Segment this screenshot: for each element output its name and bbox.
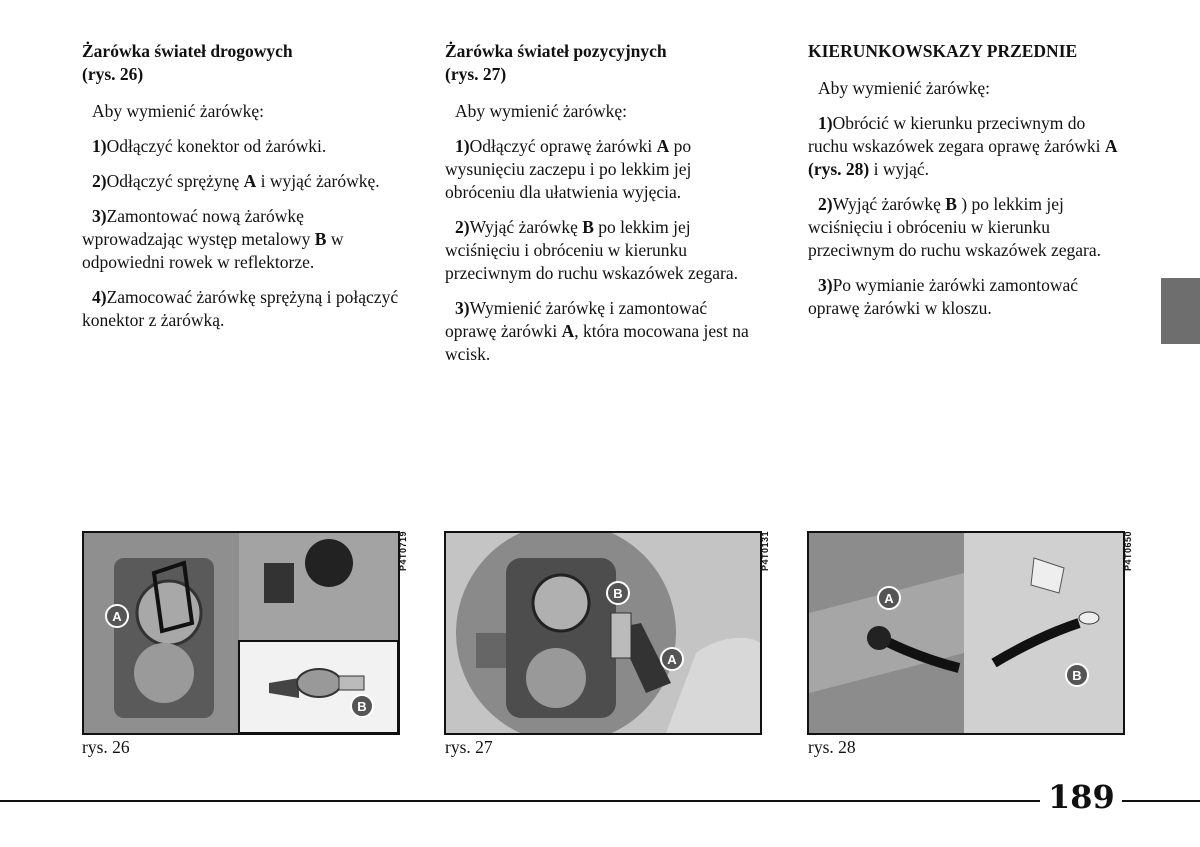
step-item: 4)Zamocować żarówkę sprężyną i połączyć konektor z żarówką. [82,287,399,330]
figure-code: P4T0719 [398,531,408,572]
figure-reference: (rys. 27) [445,64,507,84]
figure-illustration [446,533,760,733]
intro-text: Aby wymienić żarówkę: [92,101,265,121]
marker-a [106,605,128,627]
section-heading [808,40,1124,63]
figure-code: P4T0131 [760,531,770,572]
marker-a [878,587,900,609]
step-item: 1)Obrócić w kierunku przeciwnym do ruchu wskazówek zegara oprawę żarówki A (rys. 28) i wyjąć. [808,113,1117,179]
figure-reference: (rys. 26) [82,64,144,84]
heading-text: Żarówka świateł pozycyjnych [445,41,667,61]
figure-illustration [809,533,1123,733]
svg-text:B: B [357,699,367,714]
column-high-beam [82,40,402,344]
section-tab [1161,278,1200,344]
figure-indicator-bulb [807,531,1125,735]
step-item: 2)Odłączyć sprężynę A i wyjąć żarówkę. [92,171,380,191]
figure-illustration [84,533,398,733]
figure-caption: rys. 26 [82,737,130,757]
page-number: 189 [1048,778,1115,816]
section-heading [445,40,759,86]
figure-position-bulb [444,531,762,735]
section-heading [82,40,402,86]
marker-b [607,582,629,604]
footer-rule-left [0,800,1040,802]
marker-b [351,695,373,717]
footer-rule-right [1122,800,1200,802]
svg-text:A: A [667,652,677,667]
svg-text:B: B [1072,668,1082,683]
intro-text: Aby wymienić żarówkę: [455,101,628,121]
figure-code: P4T0650 [1123,531,1133,572]
figure-headlight-bulb [82,531,400,735]
marker-a [661,648,683,670]
step-item: 1)Odłączyć konektor od żarówki. [92,136,327,156]
column-position-lights [445,40,759,378]
step-item: 2)Wyjąć żarówkę B po lekkim jej wciśnięciu i obróceniu w kierunku przeciwnym do ruchu wskazówek zegara. [445,217,738,283]
step-item: 3)Wymienić żarówkę i zamontować oprawę żarówki A, która mocowana jest na wcisk. [445,298,749,364]
step-item: 1)Odłączyć oprawę żarówki A po wysunięciu zaczepu i po lekkim jej obróceniu dla ułatwienia wyjęcia. [445,136,692,202]
marker-b [1066,664,1088,686]
svg-text:A: A [884,591,894,606]
column-front-indicators [808,40,1124,332]
figure-caption: rys. 28 [808,737,856,757]
svg-text:A: A [112,609,122,624]
step-item: 3)Zamontować nową żarówkę wprowadzając występ metalowy B w odpowiedni rowek w reflektorze. [82,206,344,272]
svg-text:B: B [613,586,623,601]
heading-text: KIERUNKOWSKAZY PRZEDNIE [808,41,1078,61]
intro-text: Aby wymienić żarówkę: [818,78,991,98]
heading-text: Żarówka świateł drogowych [82,41,293,61]
figure-caption: rys. 27 [445,737,493,757]
step-item: 3)Po wymianie żarówki zamontować oprawę żarówki w kloszu. [808,275,1078,318]
step-item: 2)Wyjąć żarówkę B ) po lekkim jej wciśnięciu i obróceniu w kierunku przeciwnym do ruchu wskazówek zegara. [808,194,1101,260]
